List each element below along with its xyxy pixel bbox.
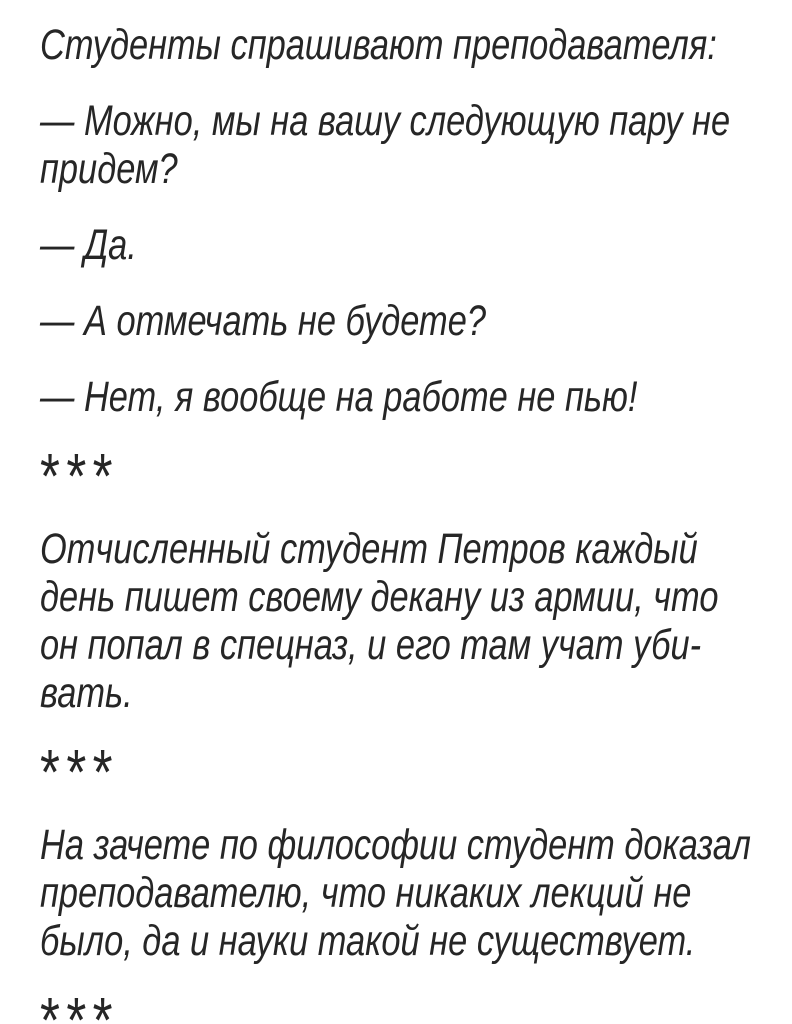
section-separator: *** (40, 736, 119, 808)
joke-paragraph (40, 821, 792, 965)
text-line: На зачете по философии студент доказал (40, 821, 751, 869)
text-line: — Нет, я вообще на работе не пью! (40, 373, 638, 421)
joke-paragraph (40, 21, 792, 69)
joke-paragraph (40, 221, 792, 269)
text-line: вать. (40, 669, 133, 717)
text-line: — Можно, мы на вашу следующую пару не (40, 97, 731, 145)
text-line: преподавателю, что никаких лекций не (40, 869, 692, 917)
text-line: он попал в спецназ, и его там учат уби- (40, 621, 702, 669)
text-line: придем? (40, 145, 178, 193)
joke-paragraph (40, 373, 792, 421)
section-separator: *** (40, 984, 119, 1024)
text-line: день пишет своему декану из армии, что (40, 573, 719, 621)
text-line: — А отмечать не будете? (40, 297, 486, 345)
joke-paragraph (40, 525, 792, 717)
text-line: — Да. (40, 221, 137, 269)
jokes-text-blocks (40, 21, 792, 1024)
joke-paragraph (40, 97, 792, 193)
section-separator: *** (40, 440, 119, 512)
text-line: Отчисленный студент Петров каждый (40, 525, 698, 573)
text-line: Студенты спрашивают преподавателя: (40, 21, 717, 69)
joke-paragraph (40, 297, 792, 345)
text-line: было, да и науки такой не существует. (40, 917, 696, 965)
